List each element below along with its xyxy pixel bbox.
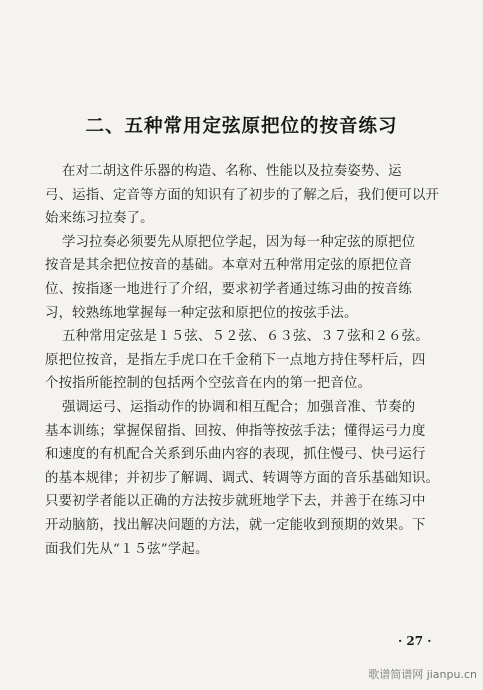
text-line: 按音是其余把位按音的基础。本章对五种常用定弦的原把位音 <box>45 258 412 274</box>
text-line: 始来练习拉奏了。 <box>45 211 154 227</box>
text-line: 开动脑筋，找出解决问题的方法，就一定能收到预期的效果。下 <box>45 517 426 533</box>
text-line: 的基本规律；并初步了解调、调式、转调等方面的音乐基础知识。 <box>45 470 440 486</box>
text-line: 位、按指逐一地进行了介绍，要求初学者通过练习曲的按音练 <box>45 281 412 297</box>
text-line: 强调运弓、运指动作的协调和相互配合；加强音准、节奏的 <box>62 399 416 415</box>
section-heading: 二、五种常用定弦原把位的按音练习 <box>85 116 398 137</box>
text-line: 五种常用定弦是１５弦、５２弦、６３弦、３７弦和２６弦。 <box>62 329 429 345</box>
text-line: 基本训练；掌握保留指、回按、伸指等按弦手法；懂得运弓力度 <box>45 423 426 439</box>
text-line: 只要初学者能以正确的方法按步就班地学下去，并善于在练习中 <box>45 494 426 510</box>
text-line: 习，较熟练地掌握每一种定弦和原把位的按弦手法。 <box>45 305 358 321</box>
text-line: 原把位按音，是指左手虎口在千金稍下一点地方持住琴杆后，四 <box>45 352 426 368</box>
text-line: 弓、运指、定音等方面的知识有了初步的了解之后，我们便可以开 <box>45 187 440 203</box>
body-text <box>45 160 452 561</box>
text-line: 在对二胡这件乐器的构造、名称、性能以及拉奏姿势、运 <box>62 164 402 179</box>
text-line: 个按指所能控制的包括两个空弦音在内的第一把音位。 <box>45 376 372 392</box>
text-line: 和速度的有机配合关系到乐曲内容的表现，抓住慢弓、快弓运行 <box>45 447 426 463</box>
text-line: 面我们先从“１５弦”学起。 <box>45 541 209 557</box>
site-watermark: 歌谱简谱网 jianpu.cn <box>368 668 477 681</box>
page-number: · 27 · <box>398 634 432 648</box>
text-line: 学习拉奏必须要先从原把位学起，因为每一种定弦的原把位 <box>62 234 416 250</box>
